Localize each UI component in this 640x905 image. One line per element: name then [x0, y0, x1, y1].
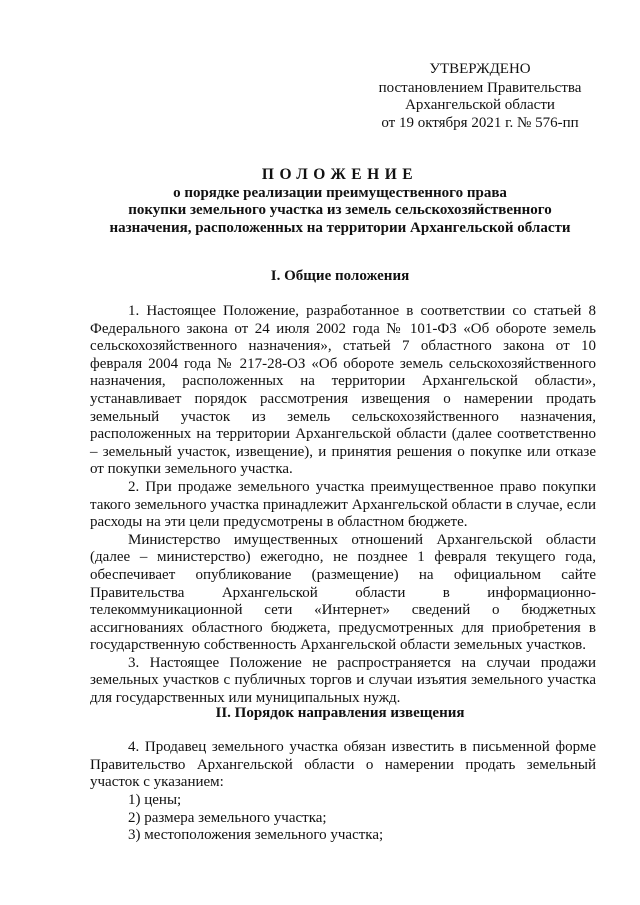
document-title: [60, 166, 620, 237]
section-1-heading: I. Общие положения: [270, 268, 410, 284]
section-1-body: [90, 303, 596, 708]
approval-line-2: Архангельской области: [405, 97, 555, 114]
paragraph-5: 4. Продавец земельного участка обязан известить в письменной форме Правительство Архангельской области о намерении продать земельный участок с указанием:: [90, 739, 596, 791]
approval-line-3: от 19 октября 2021 г. № 576-пп: [381, 114, 579, 131]
list-item: 3) местоположения земельного участка;: [128, 827, 384, 844]
paragraph-3: Министерство имущественных отношений Архангельской области (далее – министерство) ежегодно, не позднее 1 февраля текущего года, обеспечивает опубликование (размещение) на официальном сайте Правительства Архангельской области в информационно-телекоммуникационной сети «Интернет» сведений о бюджетных ассигнованиях областного бюджета, предусмотренных для приобретения в государственную собственность Архангельской области земельных участков.: [90, 531, 596, 654]
title-line-3: назначения, расположенных на территории Архангельской области: [109, 219, 571, 236]
requirements-list: [128, 792, 383, 845]
title-line-1: о порядке реализации преимущественного права: [173, 184, 507, 201]
paragraph-1: 1. Настоящее Положение, разработанное в соответствии со статьей 8 Федерального закона от 24 июля 2002 года № 101-ФЗ «Об обороте земель сельскохозяйственного назначения», статьей 7 областного закона от 10 февраля 2004 года № 217-28-ОЗ «Об обороте земель сельскохозяйственного назначения, расположенных на территории Архангельской области», устанавливает порядок рассмотрения извещения о намерении продать земельный участок из земель сельскохозяйственного назначения, расположенных на территории Архангельской области (далее соответственно – земельный участок, извещение), и принятия решения о покупке или отказе от покупки земельного участка.: [90, 303, 596, 478]
paragraph-4: 3. Настоящее Положение не распространяется на случаи продажи земельных участков с публичных торгов и случаи изъятия земельного участка для государственных или муниципальных нужд.: [90, 654, 596, 707]
approval-block: [360, 61, 600, 132]
title-line-2: покупки земельного участка из земель сельскохозяйственного: [128, 202, 552, 219]
section-2-heading: II. Порядок направления извещения: [215, 705, 465, 721]
approval-line-1: постановлением Правительства: [378, 79, 582, 96]
title-main: ПОЛОЖЕНИЕ: [261, 166, 419, 183]
section-2-body: [90, 739, 596, 792]
paragraph-2: 2. При продаже земельного участка преимущественное право покупки такого земельного участка принадлежит Архангельской области в случае, если расходы на эти цели предусмотрены в областном бюджете.: [90, 478, 596, 531]
approval-heading: УТВЕРЖДЕНО: [429, 61, 531, 77]
list-item: 2) размера земельного участка;: [128, 809, 327, 826]
list-item: 1) цены;: [128, 792, 182, 808]
